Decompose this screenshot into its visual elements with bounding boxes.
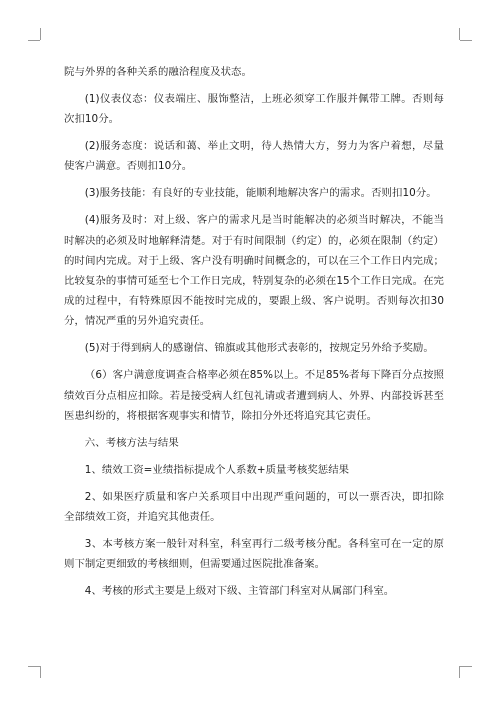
paragraph-item-1: 1、绩效工资=业绩指标提成个人系数+质量考核奖惩结果 <box>84 463 350 476</box>
crop-mark-top-left-v <box>40 28 41 40</box>
crop-mark-top-right-v <box>459 28 460 40</box>
paragraph-item-3: 3、本考核方案一般针对科室，科室再行二级考核分配。各科室可在一定的原则下制定更细致的考核细则，但需要通过医院批准备案。 <box>64 538 444 571</box>
crop-mark-bottom-left-h <box>28 666 40 667</box>
paragraph-timeliness: (4)服务及时：对上级、客户的需求凡是当时能解决的必须当时解决，不能当时解决的必须及时地解释清楚。对于有时间限制（约定）的，必须在限制（约定）的时间内完成。对于上级、客户没有明确时间概念的，可以在三个工作日内完成；比较复杂的事情可延至七个工作日完成，特别复杂的必须在15个工作日完成。在完成的过程中，有特殊原因不能按时完成的，要跟上级、客户说明。否则每次扣30分，情况严重的另外追究责任。 <box>64 214 444 328</box>
section-heading: 六、考核方法与结果 <box>84 436 179 449</box>
crop-mark-top-left-h <box>28 40 40 41</box>
crop-mark-bottom-right-v <box>459 666 460 678</box>
paragraph-skills: (3)服务技能：有良好的专业技能，能顺利地解决客户的需求。否则扣10分。 <box>84 187 437 200</box>
paragraph-satisfaction: （6）客户满意度调查合格率必须在85%以上。不足85%者每下降百分点按照绩效百分点相应扣除。若是接受病人红包礼请或者遭到病人、外界、内部投诉甚至医患纠纷的，将根据客观事实和情节，除扣分外还将追究其它责任。 <box>64 369 444 422</box>
crop-mark-bottom-left-v <box>40 666 41 678</box>
crop-mark-top-right-h <box>460 40 472 41</box>
crop-mark-bottom-right-h <box>460 666 472 667</box>
paragraph-continuation: 院与外界的各种关系的融洽程度及状态。 <box>64 66 252 78</box>
paragraph-item-2: 2、如果医疗质量和客户关系项目中出现严重问题的，可以一票否决，即扣除全部绩效工资，并追究其他责任。 <box>64 490 444 524</box>
paragraph-item-4: 4、考核的形式主要是上级对下级、主管部门科室对从属部门科室。 <box>84 585 395 598</box>
paragraph-attitude: (2)服务态度：说话和蔼、举止文明，待人热情大方，努力为客户着想，尽量使客户满意。否则扣10分。 <box>64 140 444 173</box>
paragraph-appearance: (1)仪表仪态：仪表端庄、服饰整洁，上班必须穿工作服并佩带工牌。否则每次扣10分。 <box>64 93 444 126</box>
document-body <box>64 62 444 608</box>
paragraph-rewards: (5)对于得到病人的感谢信、锦旗或其他形式表彰的，按规定另外给予奖励。 <box>84 342 434 355</box>
